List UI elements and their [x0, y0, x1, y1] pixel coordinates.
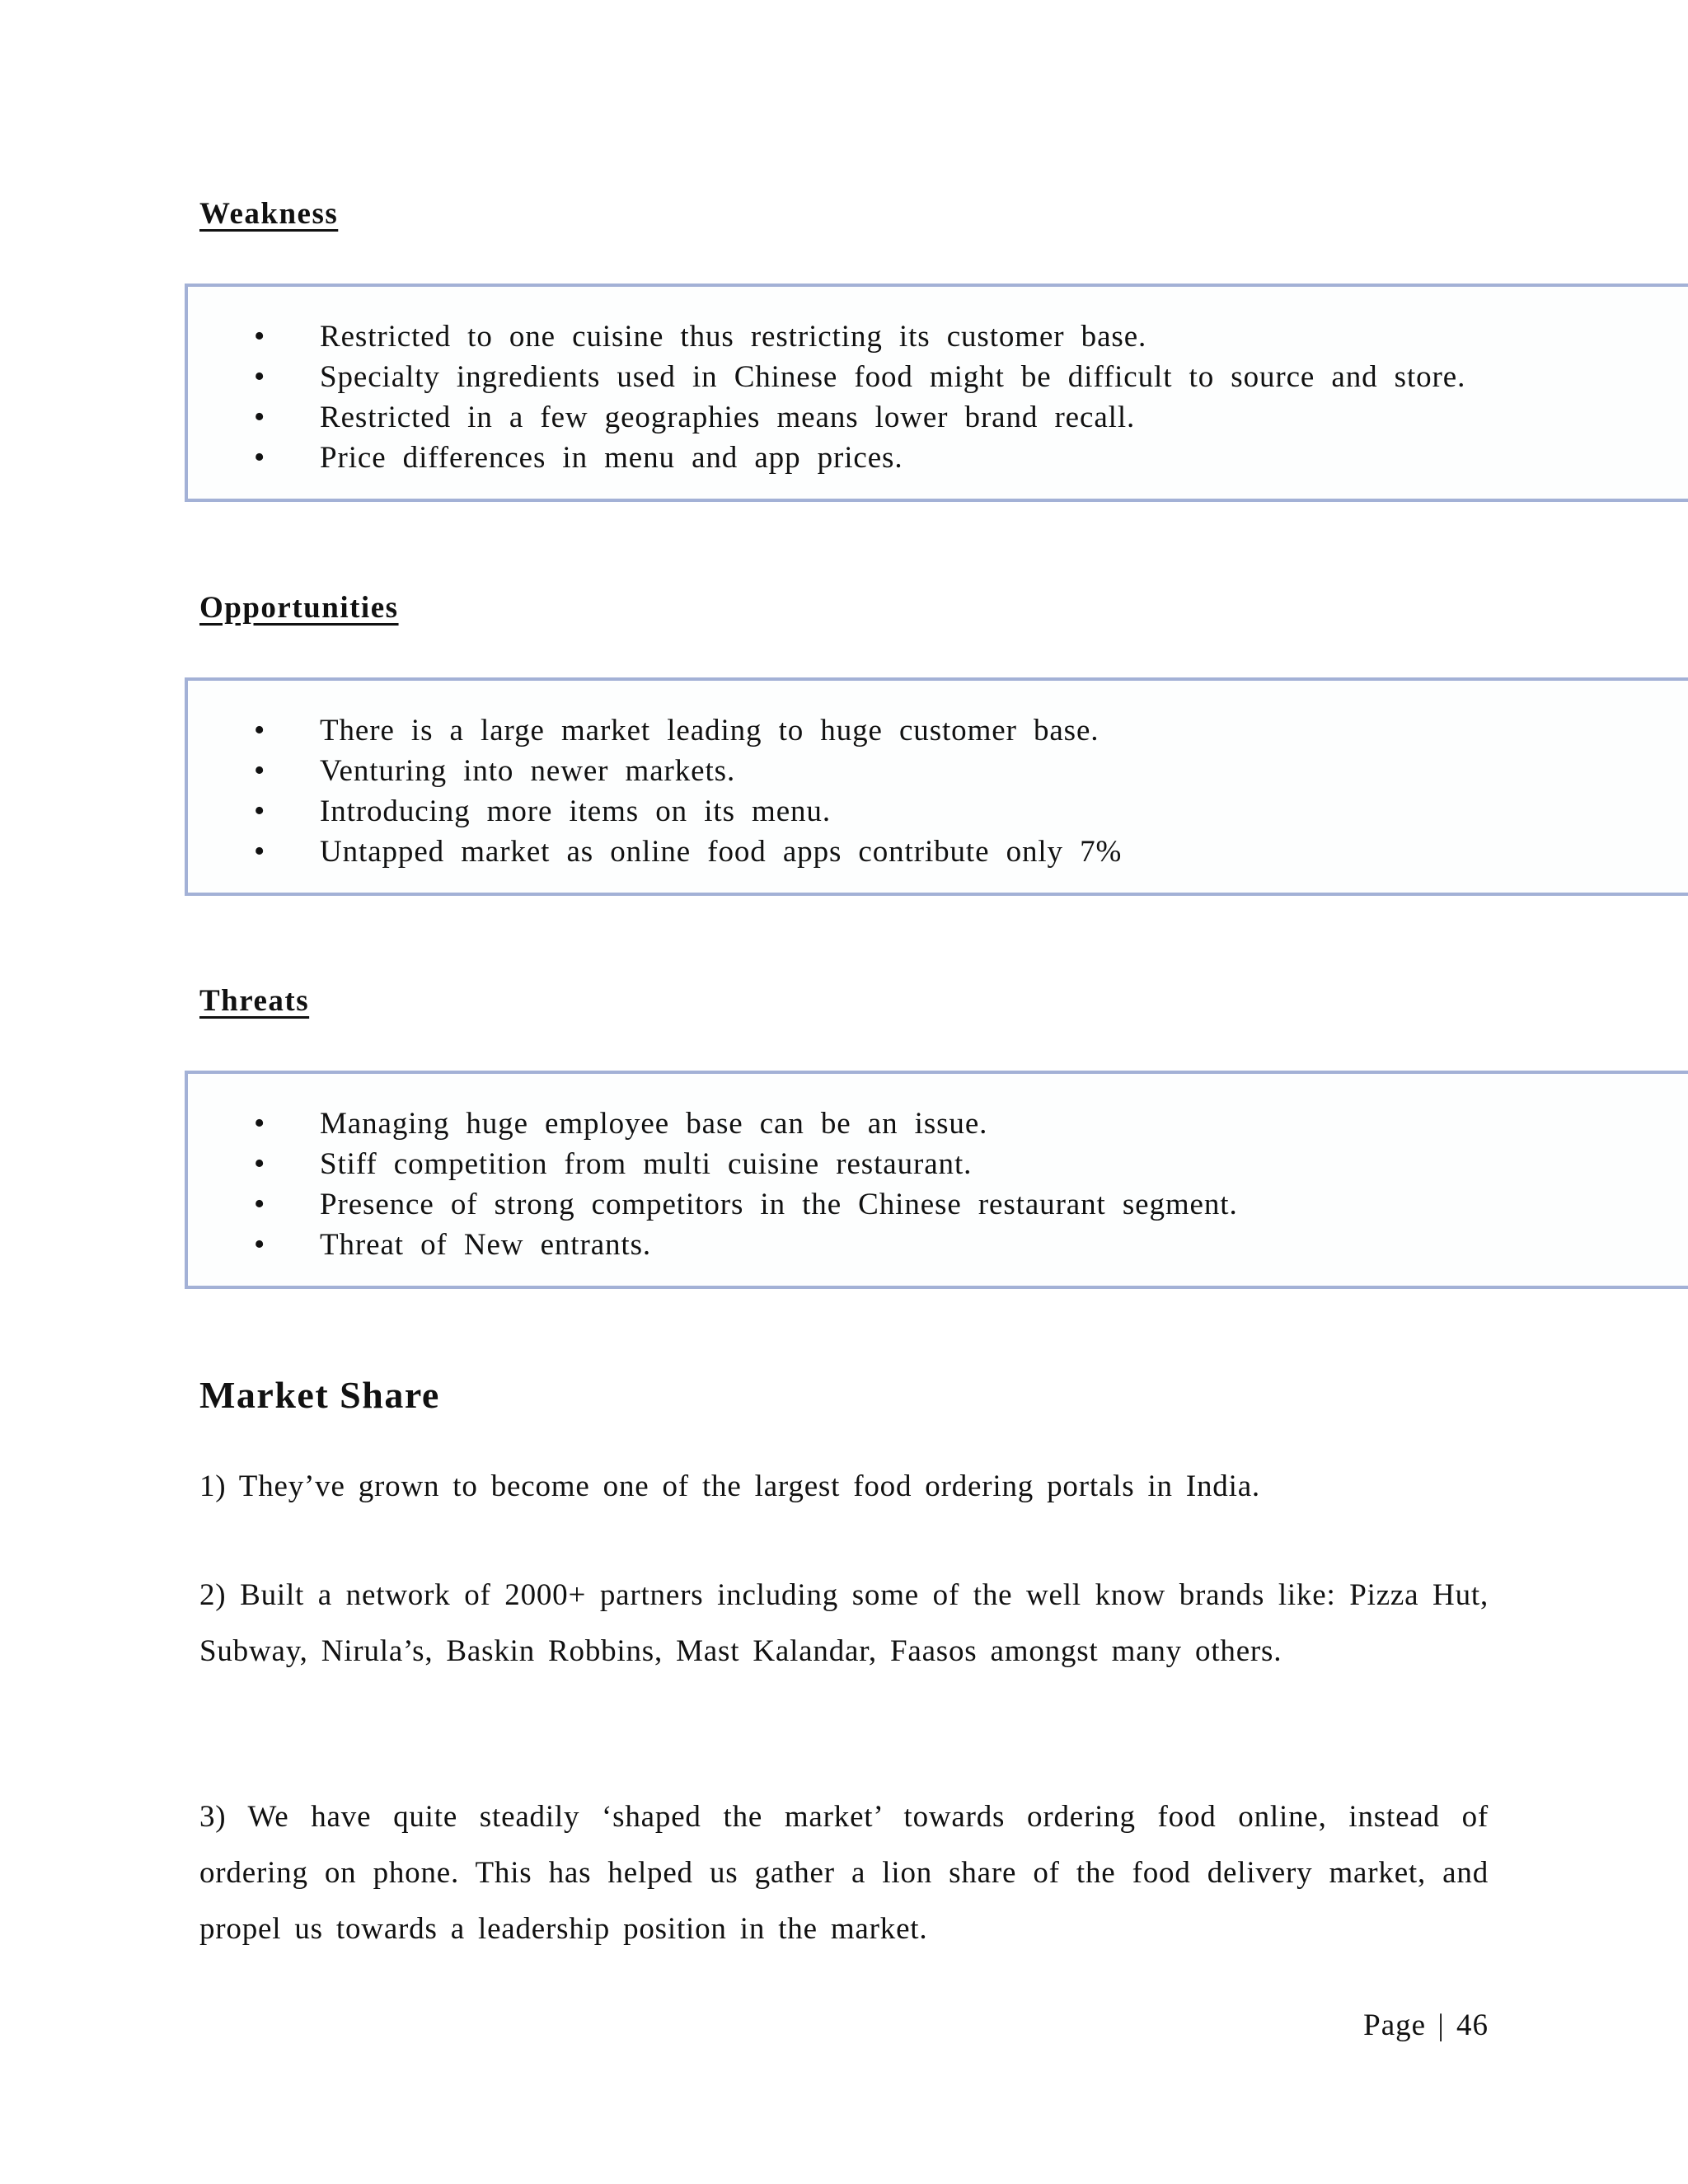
opportunities-list — [254, 710, 1122, 872]
threats-item: • Presence of strong competitors in the Chinese restaurant segment. — [254, 1184, 1238, 1225]
opportunities-item: • Venturing into newer markets. — [254, 751, 1122, 791]
page-number: Page | 46 — [1363, 2008, 1489, 2042]
threats-list — [254, 1104, 1238, 1265]
opportunities-item: • Untapped market as online food apps contribute only 7% — [254, 832, 1122, 872]
weakness-box — [185, 284, 1688, 502]
market-share-paragraph: 3) We have quite steadily ‘shaped the market’ towards ordering food online, instead of ordering on phone. This has helped us gather a lion share of the food delivery market, and propel us towards a leadership position in the market. — [199, 1800, 1489, 1946]
weakness-item: • Price differences in menu and app prices. — [254, 438, 1465, 478]
opportunities-item: • Introducing more items on its menu. — [254, 791, 1122, 832]
threats-box — [185, 1071, 1688, 1289]
threats-item: • Threat of New entrants. — [254, 1225, 1238, 1265]
market-share-paragraph: 2) Built a network of 2000+ partners including some of the well know brands like: Pizza Hut, Subway, Nirula’s, Baskin Robbins, Mast Kalandar, Faasos amongst many others. — [199, 1578, 1489, 1668]
weakness-item: • Restricted in a few geographies means lower brand recall. — [254, 397, 1465, 438]
threats-heading: Threats — [199, 984, 310, 1018]
threats-item: • Stiff competition from multi cuisine restaurant. — [254, 1144, 1238, 1184]
weakness-item: • Restricted to one cuisine thus restricting its customer base. — [254, 316, 1465, 357]
opportunities-heading: Opportunities — [199, 591, 399, 625]
opportunities-item: • There is a large market leading to huge customer base. — [254, 710, 1122, 751]
weakness-heading: Weakness — [199, 197, 339, 231]
threats-item: • Managing huge employee base can be an issue. — [254, 1104, 1238, 1144]
weakness-item: • Specialty ingredients used in Chinese food might be difficult to source and store. — [254, 357, 1465, 397]
market-share-paragraph: 1) They’ve grown to become one of the largest food ordering portals in India. — [199, 1469, 1260, 1503]
market-share-title: Market Share — [199, 1374, 440, 1416]
opportunities-box — [185, 677, 1688, 896]
weakness-list — [254, 316, 1465, 478]
